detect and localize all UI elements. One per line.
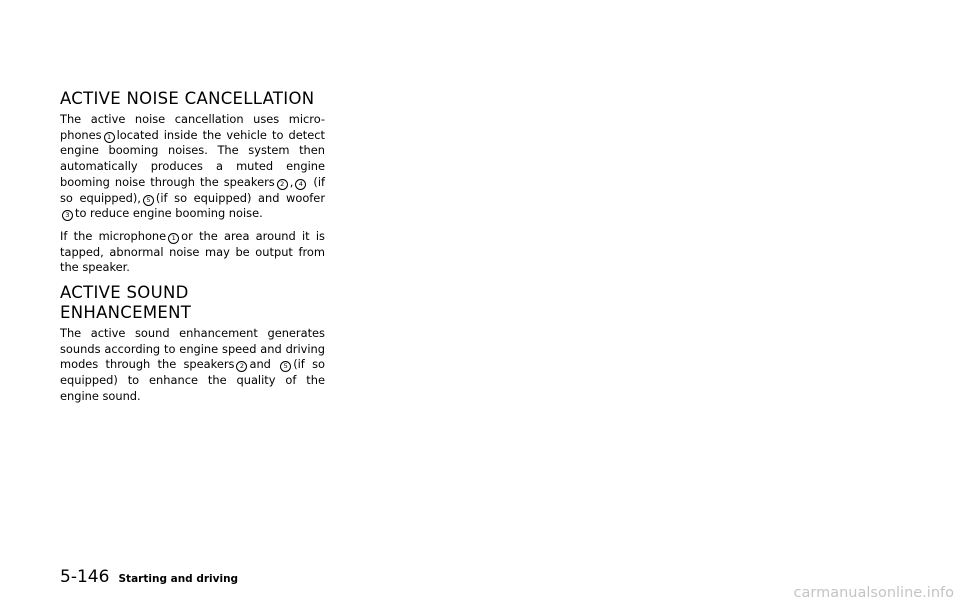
text: (if so equipped) and woofer [155,190,325,205]
callout-5: 5 [143,195,154,206]
text: (if so equipped) to enhance the quality of the engine sound. [60,357,325,403]
callout-1: 1 [104,132,115,143]
page-footer [60,567,238,587]
text: or the area around it is tapped, abnormal noise may be output from the speaker. [60,228,325,275]
text: to reduce engine booming noise. [75,206,263,221]
text: The active noise cancellation uses micro-phones [60,112,325,142]
chapter-name: Starting and driving [118,573,239,585]
callout-3: 3 [62,210,73,221]
paragraph-ase-description [60,326,325,405]
callout-1: 1 [168,233,179,244]
callout-2: 2 [236,361,247,372]
text: If the microphone [60,228,167,243]
callout-5: 5 [280,361,291,372]
text: located inside the vehicle to detect engine booming noises. The system then automatically produces a muted engine booming noise through the speakers [60,127,325,189]
text: The active sound enhancement generates sounds according to engine speed and driving modes through the speakers [60,326,325,372]
text: (if so equipped), [60,174,325,205]
section-heading-active-noise-cancellation: ACTIVE NOISE CANCELLATION [60,89,315,108]
watermark-text[interactable]: carmanualsonline.info [793,585,954,601]
text: and [249,357,271,372]
paragraph-anc-microphone-warning [60,229,325,276]
page-number: 5-146 [60,567,110,587]
callout-4: 4 [295,179,306,190]
main-column [60,89,325,412]
section-heading-active-sound-enhancement: ACTIVE SOUND ENHANCEMENT [60,283,192,323]
text: , [289,174,294,189]
callout-2: 2 [277,179,288,190]
paragraph-anc-description [60,112,325,222]
